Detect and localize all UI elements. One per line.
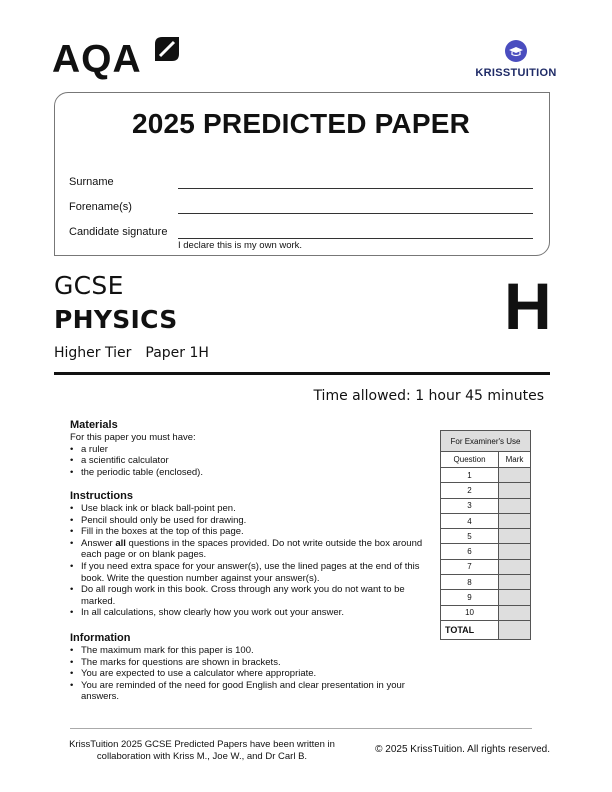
question-number: 9 <box>441 590 499 605</box>
footer-credit: KrissTuition 2025 GCSE Predicted Papers have been written in collaboration with Kriss M., Joe W., and Dr Carl B. <box>69 739 335 762</box>
question-number: 4 <box>441 513 499 528</box>
list-item: • the periodic table (enclosed). <box>70 467 430 479</box>
forenames-label: Forename(s) <box>69 201 132 213</box>
information-heading: Information <box>70 632 131 644</box>
list-item: • You are reminded of the need for good English and clear presentation in your answers. <box>70 680 430 703</box>
krisstuition-logo-text: KRISSTUITION <box>475 67 557 79</box>
surname-label: Surname <box>69 176 114 188</box>
table-row <box>441 575 531 590</box>
paper-title: 2025 PREDICTED PAPER <box>131 108 471 139</box>
total-mark-cell <box>499 620 531 639</box>
divider-rule <box>54 372 550 375</box>
mark-cell <box>499 513 531 528</box>
list-item: • Use black ink or black ball-point pen. <box>70 503 430 515</box>
list-item: • Pencil should only be used for drawing. <box>70 515 430 527</box>
materials-intro: For this paper you must have: <box>70 432 196 443</box>
question-number: 3 <box>441 498 499 513</box>
list-item: • In all calculations, show clearly how you work out your answer. <box>70 607 430 619</box>
signature-label: Candidate signature <box>69 226 168 238</box>
mark-cell <box>499 544 531 559</box>
question-number: 6 <box>441 544 499 559</box>
mark-cell <box>499 559 531 574</box>
instructions-heading: Instructions <box>70 490 133 502</box>
paper-label: Paper 1H <box>145 345 209 361</box>
tier-label: Higher Tier <box>54 345 132 361</box>
total-label: TOTAL <box>441 620 499 639</box>
krisstuition-logo <box>468 40 564 79</box>
time-allowed: Time allowed: 1 hour 45 minutes <box>313 388 544 404</box>
tier-letter: H <box>504 269 552 343</box>
table-row <box>441 513 531 528</box>
mark-cell <box>499 605 531 620</box>
aqa-logo-text: AQA <box>52 38 142 81</box>
mark-cell <box>499 468 531 483</box>
question-number: 5 <box>441 529 499 544</box>
footer-copyright: © 2025 KrissTuition. All rights reserved. <box>375 744 550 755</box>
table-row <box>441 529 531 544</box>
aqa-slash-mark-icon <box>152 34 182 64</box>
information-list <box>70 645 430 703</box>
question-number: 2 <box>441 483 499 498</box>
list-item: • You are expected to use a calculator where appropriate. <box>70 668 430 680</box>
examiner-table-title: For Examiner's Use <box>441 431 531 452</box>
graduation-cap-icon <box>505 40 527 62</box>
list-item: • The marks for questions are shown in brackets. <box>70 657 430 669</box>
question-number: 1 <box>441 468 499 483</box>
list-item: • Do all rough work in this book. Cross through any work you do not want to be marked. <box>70 584 430 607</box>
table-row <box>441 544 531 559</box>
aqa-logo <box>52 34 182 80</box>
table-row <box>441 559 531 574</box>
question-number: 8 <box>441 575 499 590</box>
mark-column-header: Mark <box>499 452 531 468</box>
instructions-section <box>70 489 430 619</box>
list-item: • a scientific calculator <box>70 455 430 467</box>
surname-field[interactable] <box>178 188 533 189</box>
footer-divider <box>70 728 532 729</box>
tier-paper-line <box>54 345 209 361</box>
information-section <box>70 631 430 703</box>
list-item: • If you need extra space for your answer(s), use the lined pages at the end of this book. Write the question number against your answer(s). <box>70 561 430 584</box>
instructions-list <box>70 503 430 619</box>
forenames-field[interactable] <box>178 213 533 214</box>
mark-cell <box>499 529 531 544</box>
list-item: • a ruler <box>70 444 430 456</box>
list-item: • Fill in the boxes at the top of this page. <box>70 526 430 538</box>
mark-cell <box>499 498 531 513</box>
subject-name: PHYSICS <box>54 305 178 334</box>
list-item: • The maximum mark for this paper is 100. <box>70 645 430 657</box>
mark-cell <box>499 575 531 590</box>
table-row <box>441 483 531 498</box>
question-column-header: Question <box>441 452 499 468</box>
materials-section <box>70 418 430 478</box>
table-row <box>441 605 531 620</box>
table-row <box>441 468 531 483</box>
table-row <box>441 590 531 605</box>
signature-field[interactable] <box>178 238 533 239</box>
question-number: 10 <box>441 605 499 620</box>
question-number: 7 <box>441 559 499 574</box>
materials-list <box>70 444 430 479</box>
examiner-table <box>440 430 531 640</box>
table-row <box>441 498 531 513</box>
materials-heading: Materials <box>70 419 118 431</box>
qualification: GCSE <box>54 271 124 300</box>
mark-cell <box>499 483 531 498</box>
declaration-text: I declare this is my own work. <box>178 240 303 251</box>
mark-cell <box>499 590 531 605</box>
table-row <box>441 620 531 639</box>
list-item: • Answer all questions in the spaces provided. Do not write outside the box around each page or on blank pages. <box>70 538 430 561</box>
